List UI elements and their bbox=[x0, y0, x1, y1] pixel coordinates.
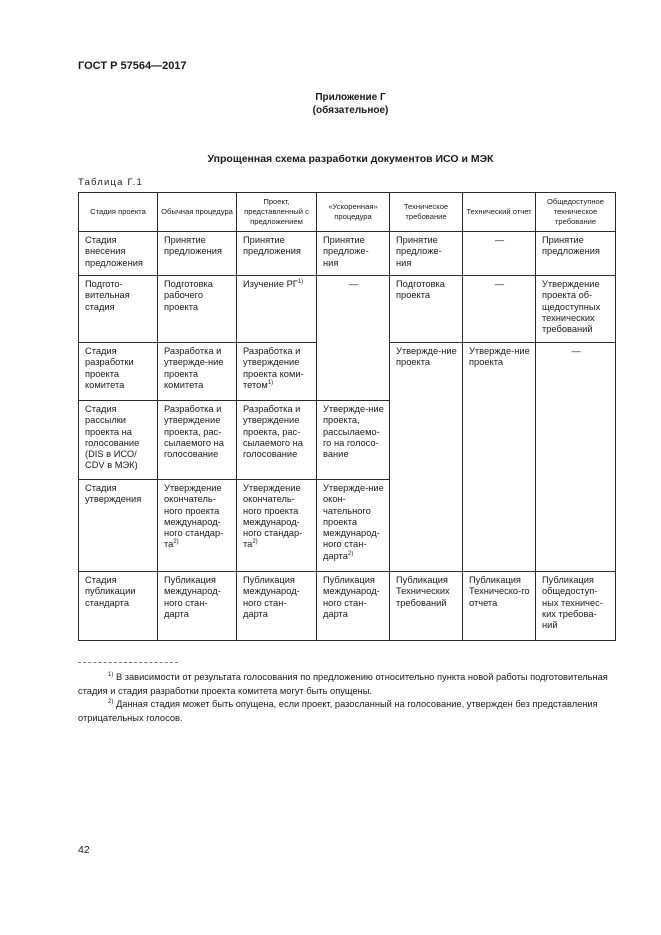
table-cell: Утвержде-ние проекта bbox=[463, 343, 536, 572]
footnote-text: Данная стадия может быть опущена, если проект, разосланный на голосование, утвержден без представления отрицательных голосов. bbox=[78, 699, 598, 723]
cell-text: Изучение РГ bbox=[243, 279, 298, 289]
table-cell bbox=[237, 343, 317, 401]
column-header: Обычная процедура bbox=[158, 193, 237, 232]
table-cell: Публикация общедоступ-ных техничес-ких требова-ний bbox=[536, 572, 616, 641]
appendix-subtitle: (обязательное) bbox=[312, 105, 389, 116]
column-header: Проект, представленный с предложением bbox=[237, 193, 317, 232]
footnote-ref: 1) bbox=[267, 379, 274, 386]
table-cell bbox=[237, 480, 317, 572]
table-cell: Публикация международ-ного стан-дарта bbox=[237, 572, 317, 641]
table-cell: Стадия рассылки проекта на голосование (DIS в ИСО/ CDV в МЭК) bbox=[79, 401, 158, 480]
document-code: ГОСТ Р 57564—2017 bbox=[78, 60, 187, 72]
table-caption: Таблица Г.1 bbox=[78, 177, 143, 188]
table-cell bbox=[237, 276, 317, 343]
table-cell: Стадия разработки проекта комитета bbox=[79, 343, 158, 401]
table-cell: Публикация международ-ного стан-дарта bbox=[158, 572, 237, 641]
table-cell: Подготовка проекта bbox=[390, 276, 463, 343]
table-cell: Стадия публикации стандарта bbox=[79, 572, 158, 641]
table-cell bbox=[317, 480, 390, 572]
table-cell: Подгото-вительная стадия bbox=[79, 276, 158, 343]
table-cell: Разработка и утвержде-ние проекта комитета bbox=[158, 343, 237, 401]
table-cell: Публикация международ-ного стан-дарта bbox=[317, 572, 390, 641]
footnote-divider bbox=[78, 662, 178, 663]
table-cell: Разработка и утверждение проекта, рас-сылаемого на голосование bbox=[237, 401, 317, 480]
cell-text: Разработка и утверждение проекта коми-тетом bbox=[243, 346, 304, 390]
table-cell: Принятие предложения bbox=[536, 232, 616, 276]
column-header: Стадия проекта bbox=[79, 193, 158, 232]
footnote-marker: 2) bbox=[108, 698, 114, 705]
appendix-heading bbox=[20, 91, 661, 117]
table-row bbox=[79, 232, 616, 276]
table-cell: Стадия внесения предложения bbox=[79, 232, 158, 276]
footnote-marker: 1) bbox=[108, 671, 114, 678]
table-cell: Принятие предложения bbox=[158, 232, 237, 276]
column-header: Техническое требование bbox=[390, 193, 463, 232]
table-row bbox=[79, 276, 616, 343]
cell-text: Утверждение окончатель-ного проекта международ-ного стандар-та bbox=[164, 483, 224, 550]
table-cell: Принятие предложе-ния bbox=[390, 232, 463, 276]
appendix-title: Приложение Г bbox=[315, 92, 386, 103]
column-header: Общедоступное техническое требование bbox=[536, 193, 616, 232]
footnote-2 bbox=[78, 697, 615, 725]
table-cell: Публикация Техническо-го отчета bbox=[463, 572, 536, 641]
footnote-ref: 2) bbox=[347, 550, 354, 557]
column-header: «Ускоренная» процедура bbox=[317, 193, 390, 232]
cell-text: Утверждение окончатель-ного проекта международ-ного стандар-та bbox=[243, 483, 303, 550]
table-cell: Публикация Технических требований bbox=[390, 572, 463, 641]
table-cell: Разработка и утверждение проекта, рас-сылаемого на голосование bbox=[158, 401, 237, 480]
table-cell: — bbox=[463, 276, 536, 343]
footnote-text: В зависимости от результата голосования по предложению относительно пункта новой работы подготовительная стадия и стадия разработки проекта комитета могут быть опущены. bbox=[78, 672, 608, 696]
table-cell: Принятие предложения bbox=[237, 232, 317, 276]
column-header: Технический отчет bbox=[463, 193, 536, 232]
table-cell: Утвержде-ние проекта bbox=[390, 343, 463, 572]
footnote-ref: 1) bbox=[297, 278, 304, 285]
footnote-ref: 2) bbox=[252, 539, 258, 546]
table-cell: Утвержде-ние проекта, рассылаемо-го на голосо-вание bbox=[317, 401, 390, 480]
table-cell: — bbox=[317, 276, 390, 401]
table-cell: Подготовка рабочего проекта bbox=[158, 276, 237, 343]
table-cell: Стадия утверждения bbox=[79, 480, 158, 572]
table-cell: Утверждение проекта об-щедоступных технических требований bbox=[536, 276, 616, 343]
table-cell bbox=[158, 480, 237, 572]
table-header-row bbox=[79, 193, 616, 232]
section-title: Упрощенная схема разработки документов ИСО и МЭК bbox=[207, 153, 494, 165]
table-cell: — bbox=[463, 232, 536, 276]
table-row bbox=[79, 572, 616, 641]
footnote-ref: 2) bbox=[173, 539, 179, 546]
footnote-1 bbox=[78, 670, 615, 698]
development-scheme-table bbox=[78, 192, 616, 641]
table-cell: — bbox=[536, 343, 616, 572]
page-number: 42 bbox=[78, 844, 90, 856]
cell-text: Утвержде-ние окон-чательного проекта международ-ного стан-дарта bbox=[323, 483, 384, 561]
table-cell: Принятие предложе-ния bbox=[317, 232, 390, 276]
